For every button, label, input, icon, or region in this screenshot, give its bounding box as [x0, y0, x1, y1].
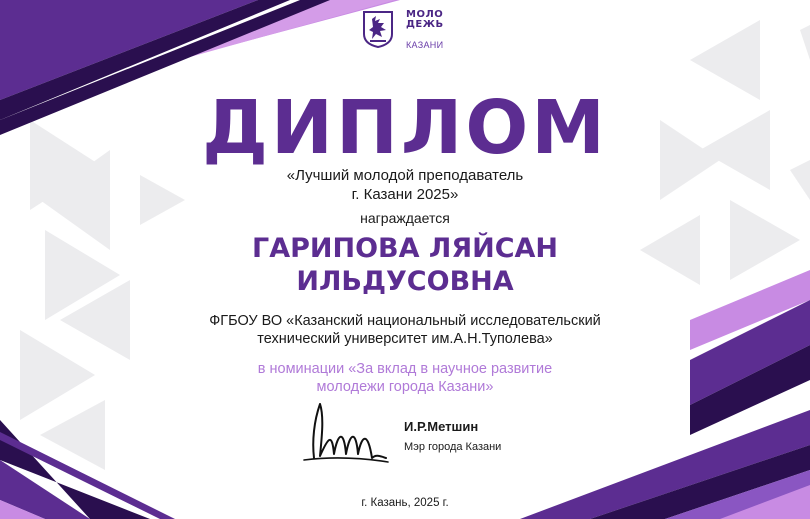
diploma-title: ДИПЛОМ [202, 85, 608, 171]
signer-block [404, 418, 501, 455]
signer-title: Мэр города Казани [404, 441, 502, 453]
place-date: г. Казань, 2025 г. [361, 497, 449, 509]
nomination-line-2: молодежи города Казани» [316, 379, 494, 395]
brand-line-1: МОЛО [406, 9, 444, 20]
organization-line-2: технический университет им.А.Н.Туполева» [257, 331, 553, 347]
youth-kazan-logo [406, 8, 466, 52]
kazan-coat-of-arms-icon [362, 10, 394, 48]
recipient-name-line-1: ГАРИПОВА ЛЯЙСАН [251, 233, 559, 264]
handwritten-signature [300, 396, 392, 466]
award-title-line-2: г. Казани 2025» [351, 186, 459, 203]
award-title [0, 166, 810, 204]
header-logos [0, 8, 810, 52]
brand-city: КАЗАНИ [406, 40, 444, 50]
nomination [0, 360, 810, 396]
brand-line-2: ДЕЖЬ [406, 19, 444, 30]
nomination-line-1: в номинации «За вклад в научное развитие [257, 361, 553, 377]
organization [0, 312, 810, 348]
recipient-name-line-2: ИЛЬДУСОВНА [296, 266, 514, 297]
recipient-name [0, 232, 810, 298]
organization-line-1: ФГБОУ ВО «Казанский национальный исследовательский [209, 313, 601, 329]
awarded-text: награждается [360, 210, 450, 226]
signer-name: И.Р.Метшин [404, 419, 479, 434]
award-title-line-1: «Лучший молодой преподаватель [286, 167, 524, 184]
